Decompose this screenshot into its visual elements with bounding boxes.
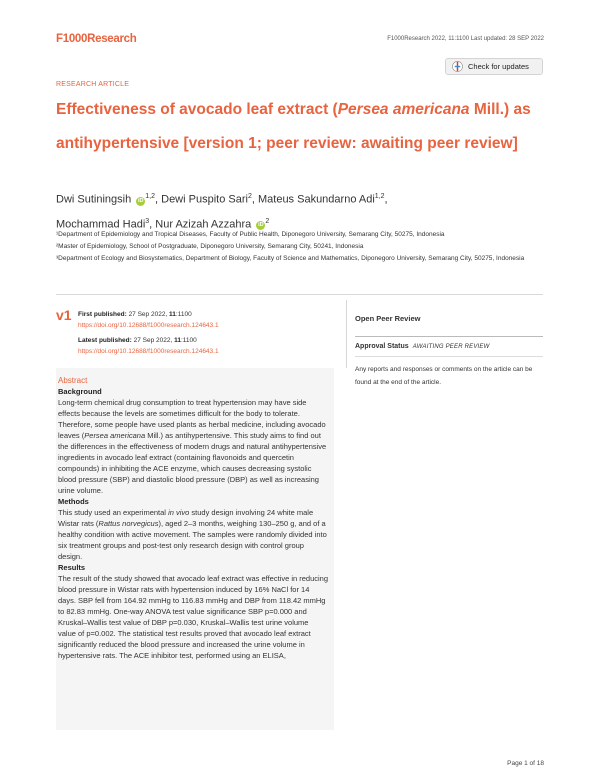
results-text: The result of the study showed that avocado leaf extract was effective in reducing blood pressure in Wistar rats with hypertension induced by 16% NaCl for 14 days. SBP fell from 164.92 mmHg to 116.83 mmHg and DBP from 118.42 mmHg to 82.83 mmHg. One-way ANOVA test value significance SBP p=0.000 and Kruskal–Wallis test value of DBP p=0.030, Kruskal–Wallis test urine volume value of p=0.002. The statistical test results proved that avocado leaf extract significantly reduced the blood pressure and increased the urine volume in hypertensive rats. The ACE inhibitor test, performed using an ELISA,: [58, 574, 329, 660]
latest-published: [78, 335, 219, 357]
page-number: Page 1 of 18: [507, 760, 544, 767]
author-name[interactable]: Nur Azizah Azzahra: [155, 218, 252, 231]
methods-text: This study used an experimental in vivo study design involving 24 white male Wistar rats (Rattus norvegicus), aged 2–3 months, weighing 130–250 g, and of a healthy condition with active movement. The samples were randomly divided into six treatment groups and post-test only research design with control group design.: [58, 508, 327, 561]
latest-published-label: Latest published:: [78, 337, 132, 344]
journal-logo[interactable]: F1000Research: [56, 33, 137, 45]
abstract-panel: [56, 368, 334, 730]
latest-published-page: :1100: [180, 337, 197, 344]
column-divider: [346, 300, 347, 368]
first-published-date: 27 Sep 2022,: [128, 311, 170, 318]
affiliations: [56, 229, 546, 265]
approval-status-label: Approval Status: [355, 343, 409, 350]
title-species: Persea americana: [337, 101, 470, 118]
abstract-heading: Abstract: [58, 376, 88, 385]
author-affil-sup: 2: [265, 217, 270, 225]
author-name[interactable]: Mochammad Hadi: [56, 218, 146, 231]
author-affil-sup: 2: [247, 193, 252, 200]
orcid-icon[interactable]: iD: [258, 222, 264, 229]
first-published-page: :1100: [175, 311, 192, 318]
title-part1: Effectiveness of avocado leaf extract (: [56, 101, 338, 118]
peer-review-note: Any reports and responses or comments on the article can be found at the end of the article.: [355, 366, 533, 386]
author-name[interactable]: Dewi Puspito Sari: [161, 193, 248, 206]
peer-review-panel: [355, 300, 543, 389]
author-affil-sup: 1,2: [145, 193, 155, 200]
first-published: [78, 309, 219, 331]
orcid-icon[interactable]: iD: [138, 197, 144, 204]
section-label: RESEARCH ARTICLE: [56, 81, 130, 88]
article-title: [56, 93, 556, 161]
latest-published-volume: 11: [174, 337, 181, 344]
first-published-label: First published:: [78, 311, 127, 318]
results-heading: Results: [58, 563, 86, 572]
author-name[interactable]: Dwi Sutiningsih: [56, 193, 132, 206]
latest-published-date: 27 Sep 2022,: [133, 337, 175, 344]
version-label: v1: [56, 307, 72, 323]
approval-status-value: AWAITING PEER REVIEW: [412, 344, 490, 350]
latest-published-doi-link[interactable]: https://doi.org/10.12688/f1000research.124643.1: [78, 348, 219, 355]
peer-review-divider: [355, 336, 543, 337]
affiliation: ¹Department of Epidemiology and Tropical Diseases, Faculty of Public Health, Diponegoro University, Semarang City, 50275, Indonesia: [56, 231, 445, 238]
background-text: Long-term chemical drug consumption to treat hypertension may have side effects because the levels are sometimes difficult for the body to tolerate. Therefore, some people have used plants as herbal medicine, including avocado leaves (Persea americana Mill.) as antihypertensive. This study aims to find out the differences in the effectiveness of modern drugs and natural antihypertensive ingredients in avocado leaf extract (containing flavonoids and quercetin compounds) in inhibiting the ACE enzyme, which causes decreasing systolic blood pressure (SBP) and diastolic blood pressure (DBP) as well as increasing urine volume.: [58, 398, 327, 495]
methods-heading: Methods: [58, 497, 89, 506]
peer-review-divider: [355, 356, 543, 357]
citation-header: F1000Research 2022, 11:1100 Last updated: 28 SEP 2022: [387, 36, 544, 42]
first-published-doi-link[interactable]: https://doi.org/10.12688/f1000research.124643.1: [78, 322, 219, 329]
approval-status: [355, 343, 543, 350]
background-heading: Background: [58, 387, 102, 396]
author-affil-sup: 3: [145, 217, 150, 225]
affiliation: ²Master of Epidemiology, School of Postgraduate, Diponegoro University, Semarang City, 50241, Indonesia: [56, 243, 364, 250]
check-for-updates-label: Check for updates: [468, 62, 529, 71]
divider: [56, 294, 543, 295]
author-list: Dwi Sutiningsih iD$^{1,2}$, Dewi Puspito Sari$^2$, Mateus Sakundarno Adi$^{1,2}$, Mochammad Hadi$^3$, Nur Azizah Azzahra $iD^2$: [56, 193, 388, 231]
check-for-updates-button[interactable]: [445, 58, 543, 75]
first-published-volume: 11: [169, 311, 176, 318]
author-name[interactable]: Mateus Sakundarno Adi: [257, 193, 375, 206]
affiliation: ³Department of Ecology and Biosystematics, Department of Biology, Faculty of Science and Mathematics, Diponegoro University, Semarang City, 50275, Indonesia: [56, 255, 525, 262]
crossmark-icon: [452, 61, 463, 72]
title-part2: Mill.) as antihypertensive [version 1; peer review: awaiting peer review]: [56, 101, 531, 152]
peer-review-title: Open Peer Review: [355, 314, 421, 323]
author-affil-sup: 1,2: [374, 193, 385, 200]
